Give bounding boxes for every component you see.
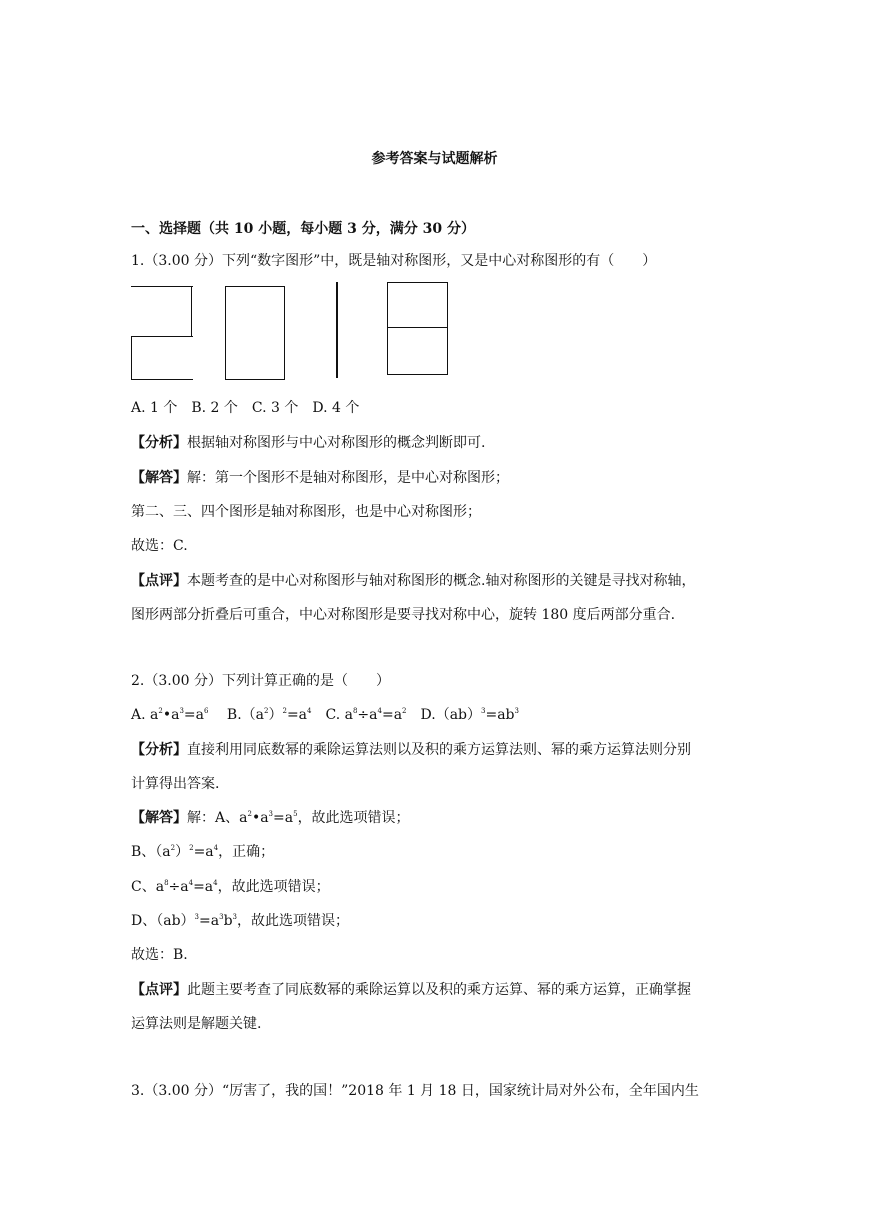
q2-answer: 故选：B. [131, 947, 188, 963]
page-title: 参考答案与试题解析 [371, 151, 498, 167]
comment-tag: 【点评】 [131, 982, 187, 998]
section-heading: 一、选择题（共 10 小题，每小题 3 分，满分 30 分） [131, 221, 475, 237]
q1-analysis [131, 432, 485, 452]
line-d-end: ，故此选项错误； [237, 913, 349, 929]
q2-comment [131, 979, 691, 999]
q2-solution-d: D、$(ab)^3=a^3b^3$，故此选项错误； [131, 913, 349, 929]
solution-text: 解：第一个图形不是轴对称图形，是中心对称图形； [187, 470, 509, 486]
comment-text: 本题考查的是中心对称图形与轴对称图形的概念.轴对称图形的关键是寻找对称轴， [187, 573, 696, 589]
q1-solution-line-2: 第二、三、四个图形是轴对称图形，也是中心对称图形； [131, 504, 481, 520]
comment-tag: 【点评】 [131, 573, 187, 589]
q1-comment [131, 570, 695, 590]
analysis-tag: 【分析】 [131, 435, 187, 451]
q2-analysis-line-2: 计算得出答案. [131, 776, 220, 792]
q1-stem: 1.（3.00 分）下列“数字图形”中，既是轴对称图形，又是中心对称图形的有（ ） [131, 253, 657, 269]
q1-answer: 故选：C. [131, 538, 188, 554]
analysis-text: 根据轴对称图形与中心对称图形的概念判断即可. [187, 435, 486, 451]
q1-solution [131, 467, 509, 487]
digit-0-figure [225, 286, 285, 380]
analysis-tag: 【分析】 [131, 742, 187, 758]
q1-comment-line-2: 图形两部分折叠后可重合，中心对称图形是要寻找对称中心，旋转 180 度后两部分重合. [131, 607, 676, 623]
q2-solution-c: C、$a^8\div a^4=a^4$，故此选项错误； [131, 879, 330, 895]
digit-1-figure [336, 282, 338, 378]
digit-figures [131, 282, 451, 382]
q2-options: A. $a^2•a^3=a^6$ $B.(a^2)^2=a^4$ C. $a^8\div a^4=a^2$ $D.(ab)^3=ab^3$ [131, 707, 519, 723]
q3-stem: 3.（3.00 分）“厉害了，我的国！”2018 年 1 月 18 日，国家统计局对外公布，全年国内生 [131, 1083, 699, 1099]
analysis-text: 直接利用同底数幂的乘除运算法则以及积的乘方运算法则、幂的乘方运算法则分别 [187, 742, 691, 758]
q2-solution-b: B、$(a^2)^2=a^4$，正确； [131, 844, 275, 860]
line-b-end: ，正确； [218, 844, 275, 860]
solution-tag: 【解答】 [131, 810, 187, 826]
q2-analysis [131, 739, 691, 759]
line-c-end: ，故此选项错误； [217, 879, 330, 895]
q2-stem: 2.（3.00 分）下列计算正确的是（ ） [131, 673, 390, 689]
comment-text: 此题主要考查了同底数幂的乘除运算以及积的乘方运算、幂的乘方运算，正确掌握 [187, 982, 691, 998]
q1-options: A. 1 个 B. 2 个 C. 3 个 D. 4 个 [131, 400, 360, 416]
solution-tag: 【解答】 [131, 470, 187, 486]
q2-solution: 【解答】解：A、$a^2•a^3=a^5$，故此选项错误； [131, 810, 410, 826]
q2-comment-line-2: 运算法则是解题关键. [131, 1016, 262, 1032]
